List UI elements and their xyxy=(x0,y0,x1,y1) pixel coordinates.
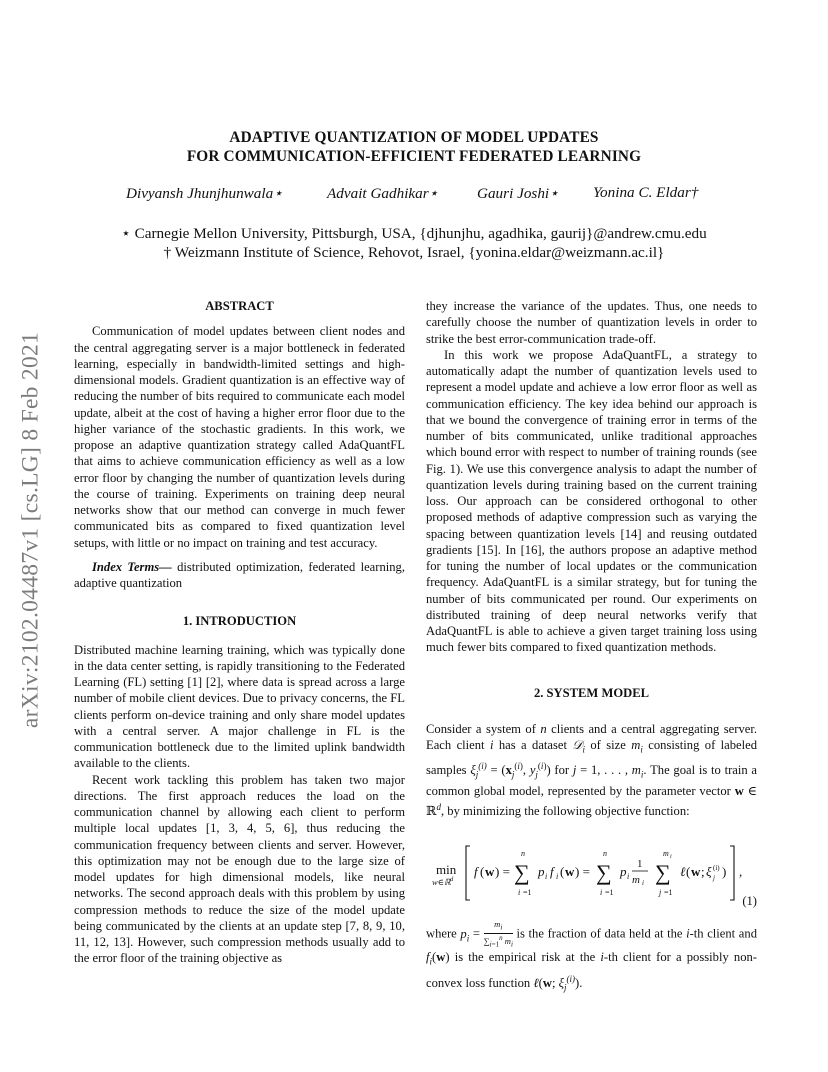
svg-text:): ) xyxy=(722,864,727,879)
svg-text:i: i xyxy=(642,879,644,887)
intro-paragraph-3: they increase the variance of the updates. Thus, one needs to carefully choose the number of quantization levels in order to strike the best error-communication trade-off. xyxy=(426,299,757,346)
svg-text:ℓ: ℓ xyxy=(680,864,686,879)
svg-text:ξ: ξ xyxy=(706,864,712,879)
intro-paragraph-1: Distributed machine learning training, which was typically done in the data center setting, is rapidly transitioning to the Federated Learning (FL) setting [1] [2], where data is spread across a large number of mobile client devices. Due to privacy concerns, the FL clients perform on-device training and only share model updates with a central server. A major challenge in FL is the communication bottleneck due to the limited uplink bandwidth available to the clients. xyxy=(74,642,405,771)
equation-graphic xyxy=(426,842,757,906)
arxiv-identifier: arXiv:2102.04487v1 [cs.LG] 8 Feb 2021 xyxy=(17,331,44,729)
svg-text:i: i xyxy=(518,888,521,897)
svg-text:i: i xyxy=(600,888,603,897)
svg-text:w: w xyxy=(691,864,701,879)
system-model-paragraph: Consider a system of n clients and a central aggregating server. Each client i has a dataset 𝒟$_i$ of size $m_i$ consisting of labeled samples $\xi_j^{(i)} = (x_j^{(i)}$, $y_j^{(i)}$) for j = 1, . . . , $m_i$. The goal is to train a common global model, represented by the parameter vector w ∈ ℝ$^d$, by minimizing the following objective function: xyxy=(426,721,758,819)
svg-text:=1: =1 xyxy=(523,888,532,897)
objective-equation xyxy=(426,842,757,906)
left-column xyxy=(74,298,405,967)
index-terms-text: distributed optimization, federated learning, adaptive quantization xyxy=(74,559,405,590)
svg-text:(: ( xyxy=(560,864,565,879)
svg-text:) =: ) = xyxy=(575,864,590,879)
svg-text:j: j xyxy=(713,874,715,882)
where-paragraph: where $p_i$ = $\frac{m_i}{\sum_{i=1}^n m_i}$ is the fraction of data held at the i-th client and $f_i(w)$ is the empirical risk at the i-th client for a possibly non-convex loss function ℓ(w; $\xi_j^{(i)}$). xyxy=(426,919,757,993)
svg-text:;: ; xyxy=(701,864,705,879)
svg-text:=1: =1 xyxy=(605,888,614,897)
svg-text:1: 1 xyxy=(637,858,643,870)
right-column xyxy=(426,298,757,819)
intro-paragraph-4: In this work we propose AdaQuantFL, a strategy to automatically adapt the number of quantization levels used to represent a model update and achieve a low error floor as well as communication efficiency. The key idea behind our approach is that we bound the convergence of training error in terms of the number of bits communicated, unlike traditional approaches which bound error with respect to number of training rounds (see Fig. 1). We use this convergence analysis to adapt the number of quantization levels during training based on the current training loss. Our approach can be considered orthogonal to other proposed methods of adaptive compression such as varying the spacing between quantization levels [14] and reusing outdated gradients [15]. In [16], the authors propose an adaptive method for tuning the number of local updates or the communication frequency. AdaQuantFL is a similar strategy, but for tuning the number of bits communicated per round. Our experiments on distributed training of deep neural networks verify that AdaQuantFL is able to achieve a given target training loss using much fewer bits compared to fixed quantization methods. xyxy=(426,347,757,655)
svg-text:=1: =1 xyxy=(664,888,673,897)
arxiv-stamp xyxy=(6,300,56,760)
author-4: Yonina C. Eldar† xyxy=(593,184,699,201)
svg-text:j: j xyxy=(659,888,662,897)
svg-text:f: f xyxy=(550,864,554,879)
abstract-heading: ABSTRACT xyxy=(205,299,274,313)
author-2: Advait Gadhikar⋆ xyxy=(327,185,439,202)
paper-title-line-2: FOR COMMUNICATION-EFFICIENT FEDERATED LEARNING xyxy=(186,148,642,165)
svg-text:min: min xyxy=(436,862,457,877)
abstract-text: Communication of model updates between client nodes and the central aggregating server is a major bottleneck in federated learning, especially in bandwidth-limited settings and high-dimensional models. Gradient quantization is an effective way of reducing the number of bits required to communicate each model update, albeit at the cost of having a higher error floor due to the higher variance of the stochastic gradients. In this work, we propose an adaptive quantization strategy called AdaQuantFL that aims to achieve communication efficiency as well as a low error floor by changing the number of quantization levels during the course of training. Experiments on training deep neural networks show that our method can converge in much fewer communicated bits as compared to fixed quantization level setups, with little or no impact on training and test accuracy. xyxy=(74,324,405,550)
svg-text:) =: ) = xyxy=(495,864,510,879)
svg-text:w: w xyxy=(565,864,575,879)
svg-text:m: m xyxy=(632,874,640,886)
svg-text:p: p xyxy=(620,864,627,879)
affiliation-1: ⋆ Carnegie Mellon University, Pittsburgh, USA, {djhunjhu, agadhika, gaurij}@andrew.cmu.edu xyxy=(121,225,707,242)
author-1: Divyansh Jhunjhunwala⋆ xyxy=(126,185,283,202)
svg-text:∑: ∑ xyxy=(514,860,530,885)
svg-text:d: d xyxy=(450,876,454,883)
index-terms xyxy=(74,559,405,592)
svg-text:i: i xyxy=(627,872,630,881)
svg-text:∑: ∑ xyxy=(596,860,612,885)
svg-text:∑: ∑ xyxy=(655,860,671,885)
svg-text:n: n xyxy=(603,849,607,858)
equation-number: (1) xyxy=(742,894,757,908)
intro-heading: 1. INTRODUCTION xyxy=(182,614,297,629)
paper-title-line-1: ADAPTIVE QUANTIZATION OF MODEL UPDATES xyxy=(229,129,599,146)
svg-text:(i): (i) xyxy=(713,864,720,872)
svg-text:p: p xyxy=(538,864,545,879)
svg-text:(: ( xyxy=(480,864,485,879)
svg-text:i: i xyxy=(545,872,548,881)
svg-text:,: , xyxy=(739,864,743,879)
svg-text:w: w xyxy=(485,864,495,879)
author-3: Gauri Joshi⋆ xyxy=(477,185,559,202)
intro-paragraph-2: Recent work tackling this problem has taken two major directions. The first approach reduces the load on the communication channel by allowing each client to perform multiple local updates [1, 3, 4, 5, 6], thus reducing the communication frequency between clients and server. However, this optimization may not be enough due to the large size of model updates for high dimensional models, like neural networks. The second approach deals with this problem by using compression methods to reduce the size of the model update being communicated by the clients at an update step [7, 8, 9, 10, 11, 12, 13]. However, such compression methods usually add to the error floor of the training objective as xyxy=(74,772,405,966)
svg-text:(: ( xyxy=(686,864,691,879)
affiliation-2: † Weizmann Institute of Science, Rehovot, Israel, {yonina.eldar@weizmann.ac.il} xyxy=(163,244,665,261)
svg-text:w∈ℝ: w∈ℝ xyxy=(432,877,451,887)
svg-text:m: m xyxy=(663,849,669,858)
svg-text:n: n xyxy=(521,849,525,858)
system-model-heading: 2. SYSTEM MODEL xyxy=(533,685,650,700)
index-terms-label: Index Terms— xyxy=(92,559,172,574)
svg-text:i: i xyxy=(670,854,672,860)
svg-text:f: f xyxy=(474,864,478,879)
svg-text:i: i xyxy=(556,872,559,881)
